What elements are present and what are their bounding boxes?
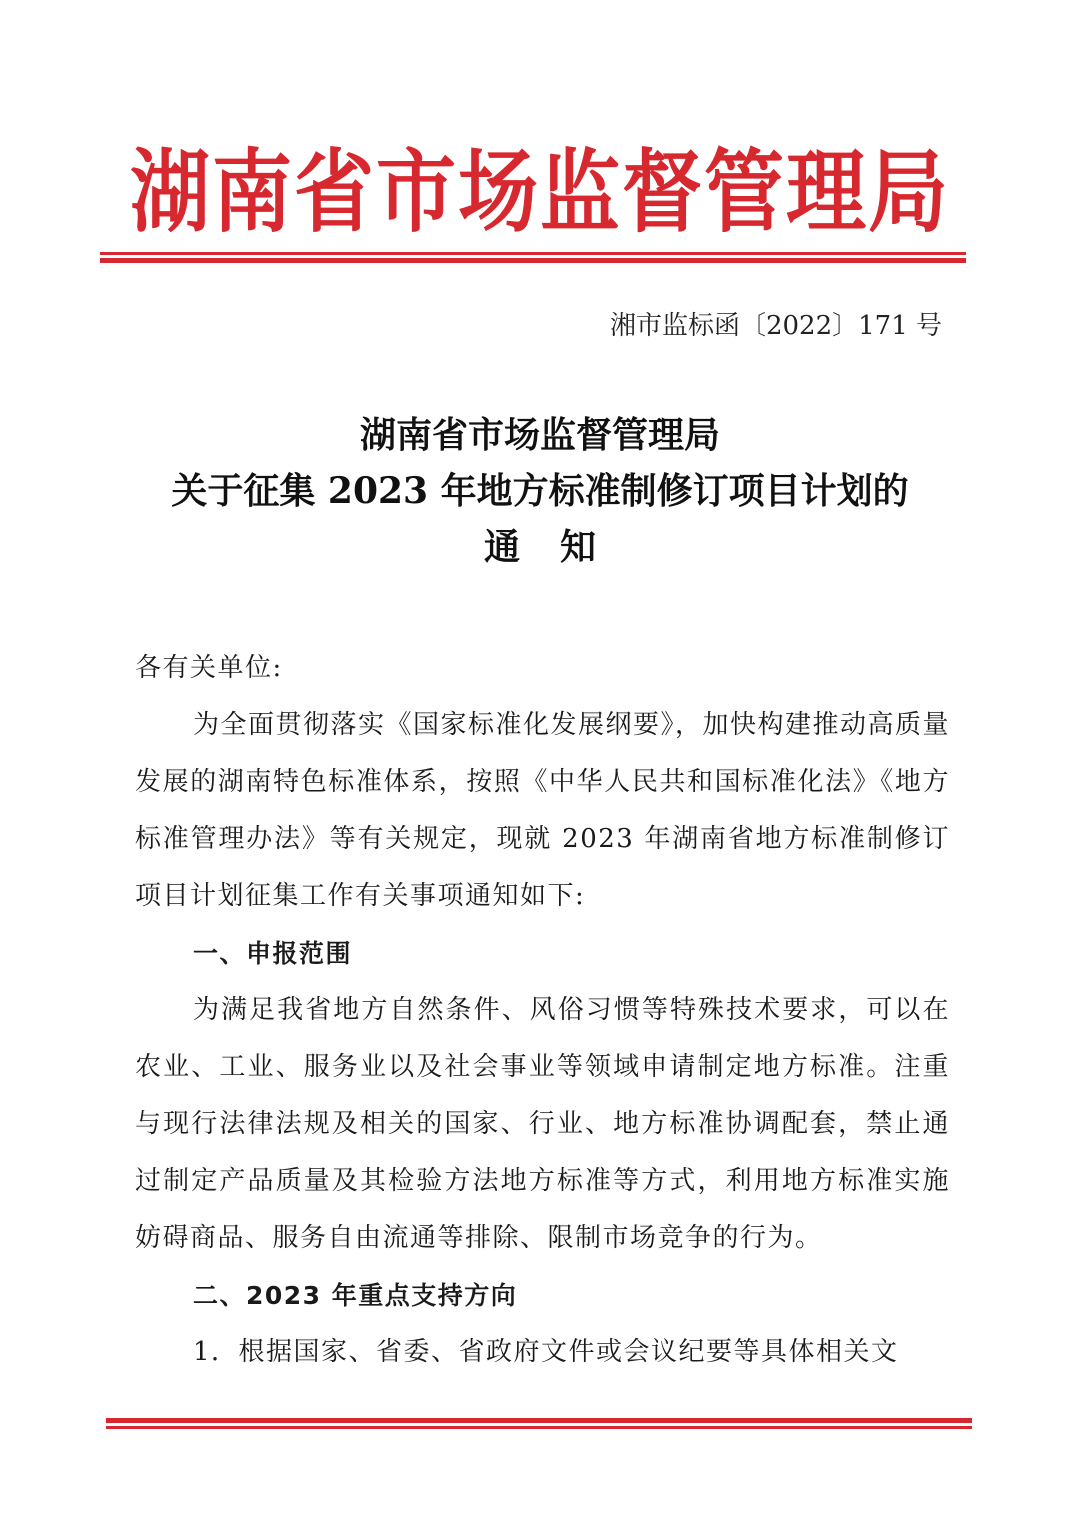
header-rule-thin (100, 252, 966, 255)
title-line-3: 通知 (483, 526, 636, 568)
section-2-heading: 二、2023 年重点支持方向 (193, 1281, 518, 1310)
organization-header: 湖南省市场监督管理局 (130, 140, 950, 245)
footer-rule-thick (106, 1418, 972, 1423)
title-line-1: 湖南省市场监督管理局 (359, 414, 720, 456)
salutation: 各有关单位: (135, 653, 283, 683)
section-1-heading: 一、申报范围 (193, 939, 353, 968)
document-body (135, 640, 950, 1381)
intro-paragraph: 为全面贯彻落实《国家标准化发展纲要》，加快构建推动高质量发展的湖南特色标准体系，按照《中华人民共和国标准化法》《地方标准管理办法》等有关规定，现就 2023 年湖南省地方标准制修订项目计划征集工作有关事项通知如下: (135, 710, 951, 911)
section-1-paragraph: 为满足我省地方自然条件、风俗习惯等特殊技术要求，可以在农业、工业、服务业以及社会事业等领域申请制定地方标准。注重与现行法律法规及相关的国家、行业、地方标准协调配套，禁止通过制定产品质量及其检验方法地方标准等方式，利用地方标准实施妨碍商品、服务自由流通等排除、限制市场竞争的行为。 (135, 995, 950, 1253)
document-number: 湘市监标函〔2022〕171 号 (609, 311, 942, 341)
section-2-item-1: 1．根据国家、省委、省政府文件或会议纪要等具体相关文 (193, 1337, 899, 1367)
header-rule-thick (100, 258, 966, 263)
title-line-2: 关于征集 2023 年地方标准制修订项目计划的 (171, 470, 909, 512)
footer-rule-thin (106, 1426, 972, 1429)
